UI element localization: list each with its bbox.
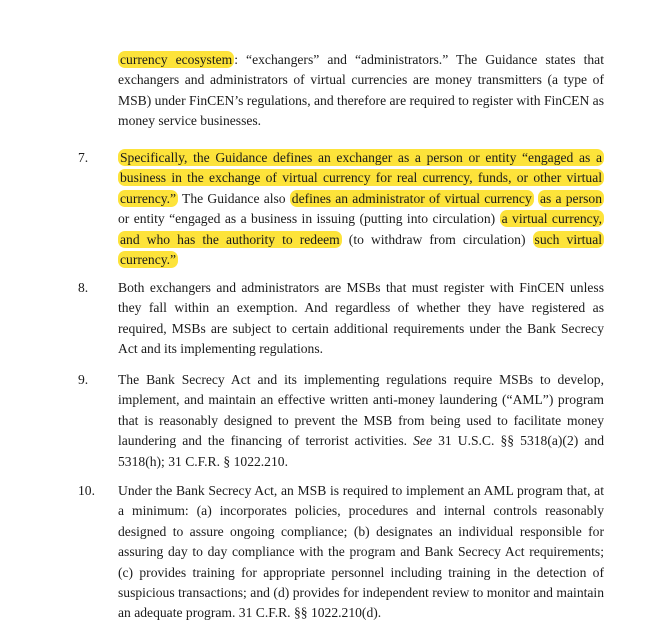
paragraph-number: 8. [78, 280, 89, 295]
paragraph-text: The Bank Secrecy Act and its implementing regulations require MSBs to develop, implement, and maintain an effective written anti-money laundering (“AML”) program that is reasonably designed to prevent the MSB from being used to facilitate money laundering and the financing of terrorist activities. [118, 372, 604, 449]
paragraph-text: Both exchangers and administrators are MSBs that must register with FinCEN unless they fall within an exemption. And regardless of whether they have registered as required, MSBs are subject to certain additional requirements under the Bank Secrecy Act and its implementing regulations. [118, 280, 604, 357]
paragraph-text: or entity “engaged as a business in issuing (putting into circulation) [118, 211, 500, 227]
highlighted-text: defines an administrator of virtual currency [291, 190, 532, 206]
paragraph-number: 10. [78, 483, 95, 498]
paragraph-10 [118, 481, 604, 624]
highlighted-text: currency ecosystem [120, 52, 233, 67]
paragraph-8 [118, 278, 604, 360]
paragraph-text: : “exchangers” and “administrators.” The Guidance states that exchangers and administrators of virtual currencies are money transmitters (a type of MSB) under FinCEN’s regulations, and therefore are required to register with FinCEN as money service businesses. [118, 52, 604, 129]
paragraph-text: Under the Bank Secrecy Act, an MSB is required to implement an AML program that, at a minimum: (a) incorporates policies, procedures and internal controls reasonably designed to assure ongoing compliance; (b) designates an individual responsible for assuring day to day compliance with the program and Bank Secrecy Act requirements; (c) provides training for appropriate personnel including training in the detection of suspicious transactions; and (d) provides for independent review to monitor and maintain an adequate program. 31 C.F.R. §§ 1022.210(d). [118, 483, 604, 621]
paragraph-9 [118, 370, 604, 472]
highlighted-text: such virtual currency.” [120, 231, 603, 268]
citation-signal: See [413, 433, 432, 449]
paragraph-text: (to withdraw from circulation) [341, 231, 533, 247]
paragraph-continuation [118, 50, 604, 132]
paragraph-text: The Guidance also [178, 190, 290, 206]
paragraph-7 [118, 148, 604, 270]
highlighted-text: as a person [539, 190, 602, 206]
paragraph-number: 9. [78, 372, 89, 387]
paragraph-number: 7. [78, 150, 89, 165]
paragraph-text: 31 U.S.C. §§ 5318(a)(2) and 5318(h); 31 C.F.R. § 1022.210. [118, 433, 604, 469]
highlighted-text: Specifically, the Guidance defines an exchanger as a person or entity “engaged as a business in the exchange of virtual currency for real currency, funds, or other virtual currency.” [120, 150, 602, 206]
highlighted-text: a virtual currency, and who has the authority to redeem [120, 211, 602, 247]
